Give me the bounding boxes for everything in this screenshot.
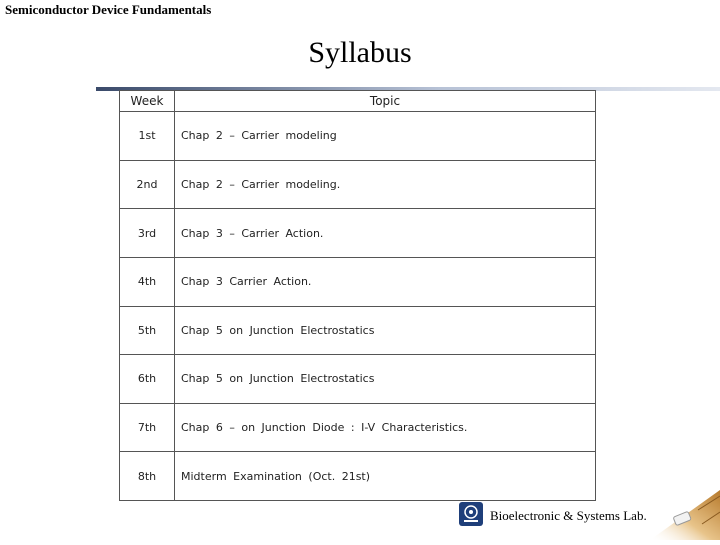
topic-cell: Chap 5 on Junction Electrostatics — [175, 306, 596, 355]
table-row — [120, 355, 596, 404]
table-header-row — [120, 91, 596, 112]
table-row — [120, 306, 596, 355]
table-row — [120, 403, 596, 452]
topic-cell: Chap 2 – Carrier modeling. — [175, 160, 596, 209]
topic-cell: Chap 5 on Junction Electrostatics — [175, 355, 596, 404]
page-title: Syllabus — [308, 36, 412, 69]
lab-name: Bioelectronic & Systems Lab. — [490, 508, 647, 523]
topic-cell: Chap 6 – on Junction Diode : I-V Characteristics. — [175, 403, 596, 452]
corner-decoration — [640, 480, 720, 545]
week-column-header: Week — [120, 91, 175, 112]
week-cell: 1st — [120, 112, 175, 161]
week-cell: 3rd — [120, 209, 175, 258]
table-row — [120, 209, 596, 258]
week-cell: 6th — [120, 355, 175, 404]
topic-column-header: Topic — [175, 91, 596, 112]
week-cell: 4th — [120, 257, 175, 306]
topic-cell: Chap 2 – Carrier modeling — [175, 112, 596, 161]
table-row — [120, 452, 596, 501]
university-emblem-icon — [456, 499, 486, 534]
topic-cell: Midterm Examination (Oct. 21st) — [175, 452, 596, 501]
table-row — [120, 112, 596, 161]
footer — [456, 500, 647, 532]
course-title: Semiconductor Device Fundamentals — [5, 2, 212, 17]
topic-cell: Chap 3 Carrier Action. — [175, 257, 596, 306]
week-cell: 5th — [120, 306, 175, 355]
week-cell: 8th — [120, 452, 175, 501]
week-cell: 2nd — [120, 160, 175, 209]
table-row — [120, 257, 596, 306]
syllabus-table — [119, 90, 596, 501]
topic-cell: Chap 3 – Carrier Action. — [175, 209, 596, 258]
table-row — [120, 160, 596, 209]
week-cell: 7th — [120, 403, 175, 452]
